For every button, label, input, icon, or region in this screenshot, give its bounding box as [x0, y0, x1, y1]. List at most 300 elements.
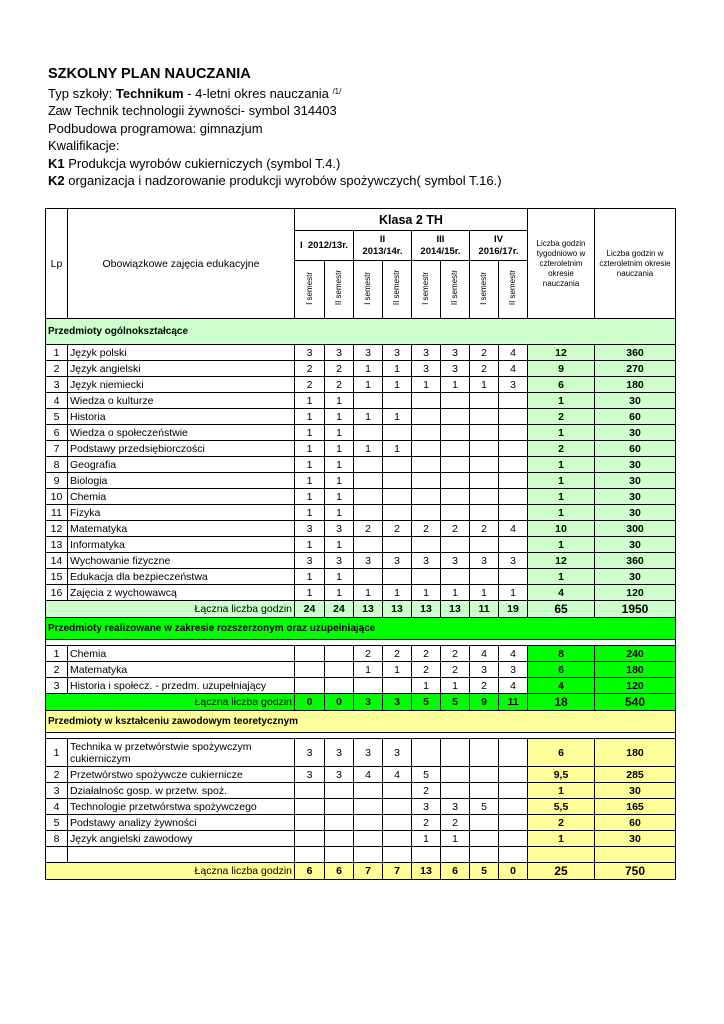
- sum-label: Łączna liczba godzin: [46, 694, 295, 711]
- total-hours-cell: 30: [595, 425, 676, 441]
- hours-cell: [354, 489, 383, 505]
- subject-name: Wiedza o społeczeństwie: [68, 425, 295, 441]
- table-row: [46, 585, 676, 601]
- hours-cell: 1: [295, 409, 325, 425]
- total-hours-cell: 180: [595, 739, 676, 767]
- hours-cell: [383, 489, 412, 505]
- hours-cell: [412, 393, 441, 409]
- hours-cell: 3: [325, 553, 354, 569]
- hours-cell: [499, 831, 528, 847]
- hours-cell: [441, 739, 470, 767]
- hours-cell: [354, 393, 383, 409]
- hours-cell: 3: [354, 345, 383, 361]
- k1-text: Produkcja wyrobów cukierniczych (symbol T.4.): [64, 155, 341, 171]
- hours-cell: [470, 739, 499, 767]
- semester-header: I semestr: [412, 261, 441, 319]
- table-row: [46, 425, 676, 441]
- sum-hours-cell: 13: [412, 863, 441, 880]
- sum-hours-cell: 24: [325, 601, 354, 618]
- hours-cell: 4: [499, 345, 528, 361]
- hours-cell: [441, 393, 470, 409]
- table-row: [46, 662, 676, 678]
- hours-cell: [412, 473, 441, 489]
- hours-cell: [470, 473, 499, 489]
- weekly-hours-cell: 5,5: [528, 799, 595, 815]
- total-hours-header: Liczba godzin w czteroletnim okresie nauczania: [595, 209, 676, 319]
- hours-cell: [383, 393, 412, 409]
- hours-cell: [383, 799, 412, 815]
- hours-cell: 3: [499, 662, 528, 678]
- sum-hours-cell: 3: [383, 694, 412, 711]
- hours-cell: 2: [354, 646, 383, 662]
- weekly-hours-cell: 9: [528, 361, 595, 377]
- hours-cell: 2: [470, 521, 499, 537]
- qualification-k2: [48, 172, 688, 190]
- hours-cell: 1: [295, 441, 325, 457]
- weekly-hours-cell: [528, 847, 595, 863]
- hours-cell: [325, 678, 354, 694]
- subject-name: Informatyka: [68, 537, 295, 553]
- hours-cell: [499, 739, 528, 767]
- total-hours-cell: 30: [595, 393, 676, 409]
- table-row: [46, 345, 676, 361]
- hours-cell: [412, 847, 441, 863]
- hours-cell: 3: [441, 799, 470, 815]
- weekly-hours-cell: 2: [528, 441, 595, 457]
- section-title: Przedmioty w kształceniu zawodowym teoretycznym: [46, 711, 676, 733]
- row-number: [46, 847, 68, 863]
- subject-name: Matematyka: [68, 521, 295, 537]
- hours-cell: 2: [412, 662, 441, 678]
- hours-cell: 3: [295, 345, 325, 361]
- hours-cell: [470, 831, 499, 847]
- row-number: 7: [46, 441, 68, 457]
- row-number: 1: [46, 646, 68, 662]
- row-number: 8: [46, 831, 68, 847]
- hours-cell: 3: [412, 799, 441, 815]
- hours-cell: [295, 831, 325, 847]
- weekly-hours-cell: 4: [528, 585, 595, 601]
- subject-name: Wiedza o kulturze: [68, 393, 295, 409]
- sum-hours-cell: 0: [295, 694, 325, 711]
- program-basis: Podbudowa programowa: gimnazjum: [48, 120, 263, 136]
- hours-cell: [499, 847, 528, 863]
- table-row: [46, 815, 676, 831]
- hours-cell: 2: [354, 521, 383, 537]
- hours-cell: 1: [295, 505, 325, 521]
- hours-cell: [499, 799, 528, 815]
- hours-cell: [441, 847, 470, 863]
- subject-name: Podstawy analizy żywności: [68, 815, 295, 831]
- hours-cell: 1: [354, 662, 383, 678]
- hours-cell: 1: [295, 537, 325, 553]
- hours-cell: 1: [325, 393, 354, 409]
- class-header: Klasa 2 TH: [295, 209, 528, 231]
- hours-cell: [354, 783, 383, 799]
- hours-cell: [470, 783, 499, 799]
- year-3-header: III 2014/15r.: [412, 231, 470, 261]
- hours-cell: 2: [412, 521, 441, 537]
- total-hours-cell: 240: [595, 646, 676, 662]
- weekly-hours-cell: 6: [528, 739, 595, 767]
- hours-cell: [412, 537, 441, 553]
- table-row: [46, 457, 676, 473]
- row-number: 2: [46, 662, 68, 678]
- hours-cell: [295, 799, 325, 815]
- hours-cell: [412, 425, 441, 441]
- hours-cell: 3: [412, 553, 441, 569]
- hours-cell: [499, 569, 528, 585]
- table-row: [46, 831, 676, 847]
- hours-cell: 1: [295, 425, 325, 441]
- hours-cell: [441, 473, 470, 489]
- hours-cell: [499, 767, 528, 783]
- hours-cell: 1: [470, 377, 499, 393]
- hours-cell: [499, 473, 528, 489]
- row-number: 13: [46, 537, 68, 553]
- hours-cell: 1: [383, 377, 412, 393]
- subject-name: Język niemiecki: [68, 377, 295, 393]
- hours-cell: 1: [412, 377, 441, 393]
- sum-hours-cell: 0: [499, 863, 528, 880]
- hours-cell: 2: [441, 815, 470, 831]
- sum-hours-cell: 11: [499, 694, 528, 711]
- hours-cell: 3: [354, 739, 383, 767]
- hours-cell: [383, 783, 412, 799]
- row-number: 2: [46, 361, 68, 377]
- hours-cell: 2: [412, 783, 441, 799]
- weekly-hours-cell: 6: [528, 377, 595, 393]
- hours-cell: [354, 831, 383, 847]
- hours-cell: [383, 815, 412, 831]
- subject-name: Język angielski: [68, 361, 295, 377]
- hours-cell: [383, 473, 412, 489]
- sum-row: [46, 601, 676, 618]
- total-hours-cell: [595, 847, 676, 863]
- hours-cell: [383, 569, 412, 585]
- hours-cell: [441, 489, 470, 505]
- sum-weekly-cell: 18: [528, 694, 595, 711]
- hours-cell: [470, 457, 499, 473]
- semester-header: I semestr: [295, 261, 325, 319]
- sum-hours-cell: 13: [441, 601, 470, 618]
- table-row: [46, 799, 676, 815]
- weekly-hours-cell: 4: [528, 678, 595, 694]
- row-number: 2: [46, 767, 68, 783]
- weekly-hours-cell: 1: [528, 505, 595, 521]
- hours-cell: 2: [412, 646, 441, 662]
- table-row: [46, 521, 676, 537]
- semester-header: I semestr: [354, 261, 383, 319]
- sum-label: Łączna liczba godzin: [46, 601, 295, 618]
- hours-cell: [383, 425, 412, 441]
- hours-cell: 1: [325, 585, 354, 601]
- curriculum-table: [45, 208, 676, 880]
- row-number: 1: [46, 739, 68, 767]
- k1-code: K1: [48, 155, 65, 171]
- weekly-hours-cell: 1: [528, 393, 595, 409]
- hours-cell: 3: [441, 553, 470, 569]
- hours-cell: 1: [441, 831, 470, 847]
- row-number: 14: [46, 553, 68, 569]
- hours-cell: [470, 767, 499, 783]
- table-row: [46, 441, 676, 457]
- hours-cell: 2: [470, 361, 499, 377]
- hours-cell: 1: [325, 425, 354, 441]
- total-hours-cell: 270: [595, 361, 676, 377]
- total-hours-cell: 30: [595, 489, 676, 505]
- sum-label: Łączna liczba godzin: [46, 863, 295, 880]
- hours-cell: 5: [412, 767, 441, 783]
- hours-cell: 2: [295, 377, 325, 393]
- hours-cell: [325, 662, 354, 678]
- total-hours-cell: 180: [595, 662, 676, 678]
- school-type-label: Typ szkoły:: [48, 85, 116, 101]
- hours-cell: [441, 783, 470, 799]
- subject-name: Wychowanie fizyczne: [68, 553, 295, 569]
- hours-cell: [354, 678, 383, 694]
- hours-cell: 1: [412, 678, 441, 694]
- hours-cell: [412, 489, 441, 505]
- total-hours-cell: 60: [595, 815, 676, 831]
- hours-cell: 1: [412, 585, 441, 601]
- weekly-hours-cell: 9,5: [528, 767, 595, 783]
- row-number: 5: [46, 815, 68, 831]
- hours-cell: 2: [441, 646, 470, 662]
- subject-name: Działalnośc gosp. w przetw. spoż.: [68, 783, 295, 799]
- hours-cell: [295, 847, 325, 863]
- weekly-hours-cell: 2: [528, 815, 595, 831]
- year-4-header: IV 2016/17r.: [470, 231, 528, 261]
- hours-cell: 2: [470, 678, 499, 694]
- hours-cell: [354, 457, 383, 473]
- subject-name: Historia: [68, 409, 295, 425]
- k2-code: K2: [48, 173, 65, 188]
- hours-cell: [499, 537, 528, 553]
- hours-cell: [441, 505, 470, 521]
- table-row: [46, 489, 676, 505]
- hours-cell: 1: [354, 377, 383, 393]
- subject-name: Chemia: [68, 489, 295, 505]
- hours-cell: [325, 831, 354, 847]
- subject-name: Technologie przetwórstwa spożywczego: [68, 799, 295, 815]
- hours-cell: [499, 815, 528, 831]
- sum-hours-cell: 13: [383, 601, 412, 618]
- hours-cell: 1: [383, 662, 412, 678]
- sum-hours-cell: 5: [412, 694, 441, 711]
- school-type-value: Technikum: [115, 85, 184, 101]
- weekly-hours-header: Liczba godzin tygodniowo w czteroletnim okresie nauczania: [528, 209, 595, 319]
- hours-cell: 1: [383, 409, 412, 425]
- hours-cell: [354, 569, 383, 585]
- hours-cell: 3: [383, 345, 412, 361]
- profession-line: [48, 102, 688, 120]
- qualifications-label: Kwalifikacje:: [48, 138, 120, 153]
- hours-cell: [412, 441, 441, 457]
- hours-cell: [354, 425, 383, 441]
- hours-cell: [470, 815, 499, 831]
- table-row: [46, 646, 676, 662]
- hours-cell: 1: [325, 537, 354, 553]
- hours-cell: 3: [412, 361, 441, 377]
- hours-cell: 3: [383, 553, 412, 569]
- weekly-hours-cell: 6: [528, 662, 595, 678]
- subject-name: [68, 847, 295, 863]
- hours-cell: 3: [325, 521, 354, 537]
- hours-cell: 1: [295, 457, 325, 473]
- table-row: [46, 505, 676, 521]
- section-title: Przedmioty ogólnokształcące: [46, 319, 676, 345]
- semester-header: I semestr: [470, 261, 499, 319]
- total-hours-cell: 60: [595, 409, 676, 425]
- hours-cell: 4: [470, 646, 499, 662]
- hours-cell: 3: [325, 739, 354, 767]
- total-hours-cell: 300: [595, 521, 676, 537]
- weekly-hours-cell: 1: [528, 489, 595, 505]
- hours-cell: 1: [441, 377, 470, 393]
- total-hours-cell: 30: [595, 831, 676, 847]
- semester-header: II semestr: [441, 261, 470, 319]
- hours-cell: 4: [499, 361, 528, 377]
- hours-cell: 1: [441, 678, 470, 694]
- hours-cell: 2: [441, 521, 470, 537]
- sum-total-cell: 750: [595, 863, 676, 880]
- hours-cell: 3: [470, 662, 499, 678]
- table-row: [46, 767, 676, 783]
- table-row: [46, 473, 676, 489]
- hours-cell: 3: [412, 345, 441, 361]
- hours-cell: 2: [383, 646, 412, 662]
- hours-cell: 1: [325, 489, 354, 505]
- hours-cell: 1: [383, 441, 412, 457]
- hours-cell: 3: [441, 345, 470, 361]
- hours-cell: 3: [499, 377, 528, 393]
- hours-cell: 2: [325, 377, 354, 393]
- hours-cell: 1: [325, 569, 354, 585]
- row-number: 3: [46, 678, 68, 694]
- weekly-hours-cell: 1: [528, 783, 595, 799]
- sum-hours-cell: 0: [325, 694, 354, 711]
- hours-cell: [470, 441, 499, 457]
- hours-cell: [470, 569, 499, 585]
- hours-cell: [499, 489, 528, 505]
- row-number: 3: [46, 783, 68, 799]
- table-row: [46, 553, 676, 569]
- subjects-header: Obowiązkowe zajęcia edukacyjne: [68, 209, 295, 319]
- hours-cell: 1: [499, 585, 528, 601]
- hours-cell: [325, 815, 354, 831]
- hours-cell: [412, 505, 441, 521]
- hours-cell: [325, 799, 354, 815]
- hours-cell: 3: [325, 345, 354, 361]
- sum-hours-cell: 5: [470, 863, 499, 880]
- hours-cell: 1: [354, 585, 383, 601]
- hours-cell: 2: [295, 361, 325, 377]
- subject-name: Biologia: [68, 473, 295, 489]
- hours-cell: [325, 847, 354, 863]
- weekly-hours-cell: 12: [528, 345, 595, 361]
- hours-cell: [295, 662, 325, 678]
- sum-row: [46, 694, 676, 711]
- document-title: SZKOLNY PLAN NAUCZANIA: [48, 66, 251, 82]
- subject-name: Zajęcia z wychowawcą: [68, 585, 295, 601]
- table-row: [46, 377, 676, 393]
- school-type-rest: - 4-letni okres nauczania: [183, 85, 333, 101]
- hours-cell: 1: [325, 457, 354, 473]
- sum-hours-cell: 6: [295, 863, 325, 880]
- qualification-k1: [48, 155, 688, 173]
- hours-cell: [412, 739, 441, 767]
- total-hours-cell: 30: [595, 505, 676, 521]
- hours-cell: 4: [354, 767, 383, 783]
- row-number: 11: [46, 505, 68, 521]
- document-header: [48, 66, 688, 190]
- hours-cell: [295, 646, 325, 662]
- hours-cell: 4: [383, 767, 412, 783]
- row-number: 3: [46, 377, 68, 393]
- total-hours-cell: 30: [595, 783, 676, 799]
- hours-cell: [499, 393, 528, 409]
- hours-cell: 4: [499, 521, 528, 537]
- hours-cell: 1: [354, 361, 383, 377]
- subject-name: Język angielski zawodowy: [68, 831, 295, 847]
- hours-cell: [470, 393, 499, 409]
- hours-cell: 2: [412, 815, 441, 831]
- hours-cell: 3: [383, 739, 412, 767]
- subject-name: Fizyka: [68, 505, 295, 521]
- sum-hours-cell: 6: [325, 863, 354, 880]
- hours-cell: 1: [354, 441, 383, 457]
- subject-name: Geografia: [68, 457, 295, 473]
- hours-cell: 1: [383, 361, 412, 377]
- subject-name: Edukacja dla bezpieczeństwa: [68, 569, 295, 585]
- sum-total-cell: 540: [595, 694, 676, 711]
- hours-cell: 1: [295, 585, 325, 601]
- subject-name: Technika w przetwórstwie spożywczym cukierniczym: [68, 739, 295, 767]
- profession-text: Technik technologii żywności- symbol 314403: [74, 103, 337, 118]
- sum-hours-cell: 13: [412, 601, 441, 618]
- hours-cell: 3: [354, 553, 383, 569]
- hours-cell: 1: [325, 441, 354, 457]
- hours-cell: 1: [295, 569, 325, 585]
- weekly-hours-cell: 8: [528, 646, 595, 662]
- weekly-hours-cell: 1: [528, 473, 595, 489]
- table-row: [46, 569, 676, 585]
- subject-name: Chemia: [68, 646, 295, 662]
- hours-cell: [354, 505, 383, 521]
- k2-text: organizacja i nadzorowanie produkcji wyrobów spożywczych( symbol T.16.): [64, 173, 502, 188]
- table-row: [46, 393, 676, 409]
- row-number: 8: [46, 457, 68, 473]
- sum-weekly-cell: 25: [528, 863, 595, 880]
- hours-cell: 1: [354, 409, 383, 425]
- weekly-hours-cell: 10: [528, 521, 595, 537]
- total-hours-cell: 120: [595, 678, 676, 694]
- hours-cell: [354, 473, 383, 489]
- hours-cell: 3: [499, 553, 528, 569]
- total-hours-cell: 360: [595, 345, 676, 361]
- hours-cell: [470, 425, 499, 441]
- sum-hours-cell: 11: [470, 601, 499, 618]
- hours-cell: 2: [383, 521, 412, 537]
- row-number: 1: [46, 345, 68, 361]
- total-hours-cell: 120: [595, 585, 676, 601]
- hours-cell: [441, 537, 470, 553]
- hours-cell: [354, 847, 383, 863]
- hours-cell: 5: [470, 799, 499, 815]
- year-2-header: II 2013/14r.: [354, 231, 412, 261]
- sum-weekly-cell: 65: [528, 601, 595, 618]
